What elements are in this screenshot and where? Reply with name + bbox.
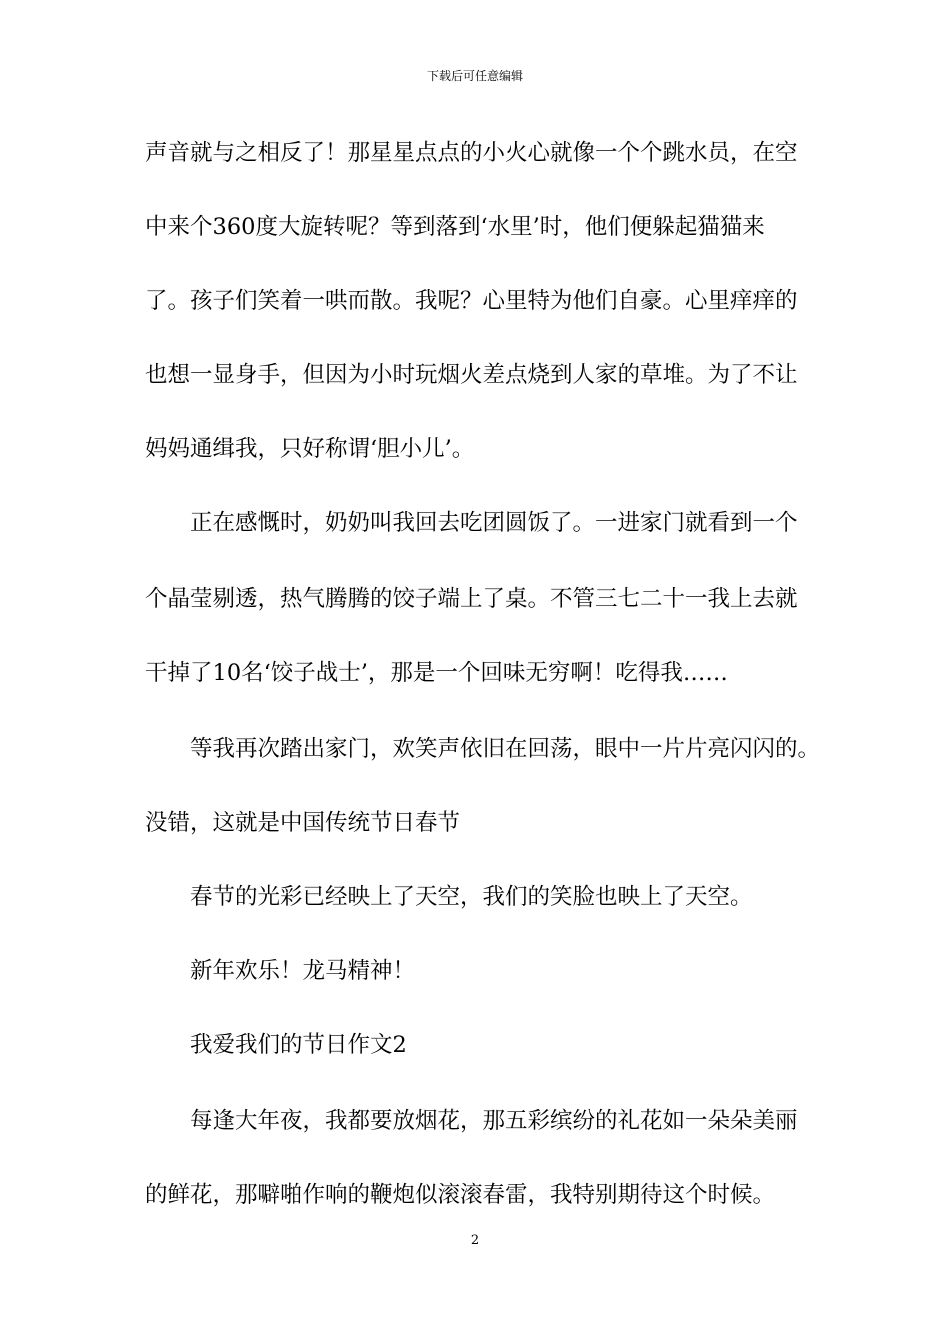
body-line-1: 声音就与之相反了！那星星点点的小火心就像一个个跳水员，在空 xyxy=(145,140,798,166)
body-line-15: 的鲜花，那噼啪作响的鞭炮似滚滚春雷，我特别期待这个时候。 xyxy=(145,1182,776,1208)
page-number: 2 xyxy=(470,1233,480,1248)
page-header: 下载后可任意编辑 xyxy=(426,69,523,83)
body-line-12: 新年欢乐！龙马精神！ xyxy=(190,958,416,984)
body-line-5: 妈妈通缉我，只好称谓‘胆小儿’。 xyxy=(145,436,475,462)
body-line-9: 等我再次踏出家门，欢笑声依旧在回荡，眼中一片片亮闪闪的。 xyxy=(190,736,821,762)
body-line-14: 每逢大年夜，我都要放烟花，那五彩缤纷的礼花如一朵朵美丽 xyxy=(190,1108,798,1134)
body-line-10: 没错，这就是中国传统节日春节 xyxy=(145,810,461,836)
body-line-4: 也想一显身手，但因为小时玩烟火差点烧到人家的草堆。为了不让 xyxy=(145,362,798,388)
body-line-6: 正在感慨时，奶奶叫我回去吃团圆饭了。一进家门就看到一个 xyxy=(190,510,798,536)
body-line-3: 了。孩子们笑着一哄而散。我呢？心里特为他们自豪。心里痒痒的 xyxy=(145,288,798,314)
body-line-11: 春节的光彩已经映上了天空，我们的笑脸也映上了天空。 xyxy=(190,884,753,910)
body-line-13: 我爱我们的节日作文2 xyxy=(190,1032,407,1058)
body-line-2: 中来个360度大旋转呢？等到落到‘水里’时，他们便躲起猫猫来 xyxy=(145,214,765,240)
body-line-7: 个晶莹剔透，热气腾腾的饺子端上了桌。不管三七二十一我上去就 xyxy=(145,586,798,612)
body-line-8: 干掉了10名‘饺子战士’，那是一个回味无穷啊！吃得我…… xyxy=(145,660,728,686)
